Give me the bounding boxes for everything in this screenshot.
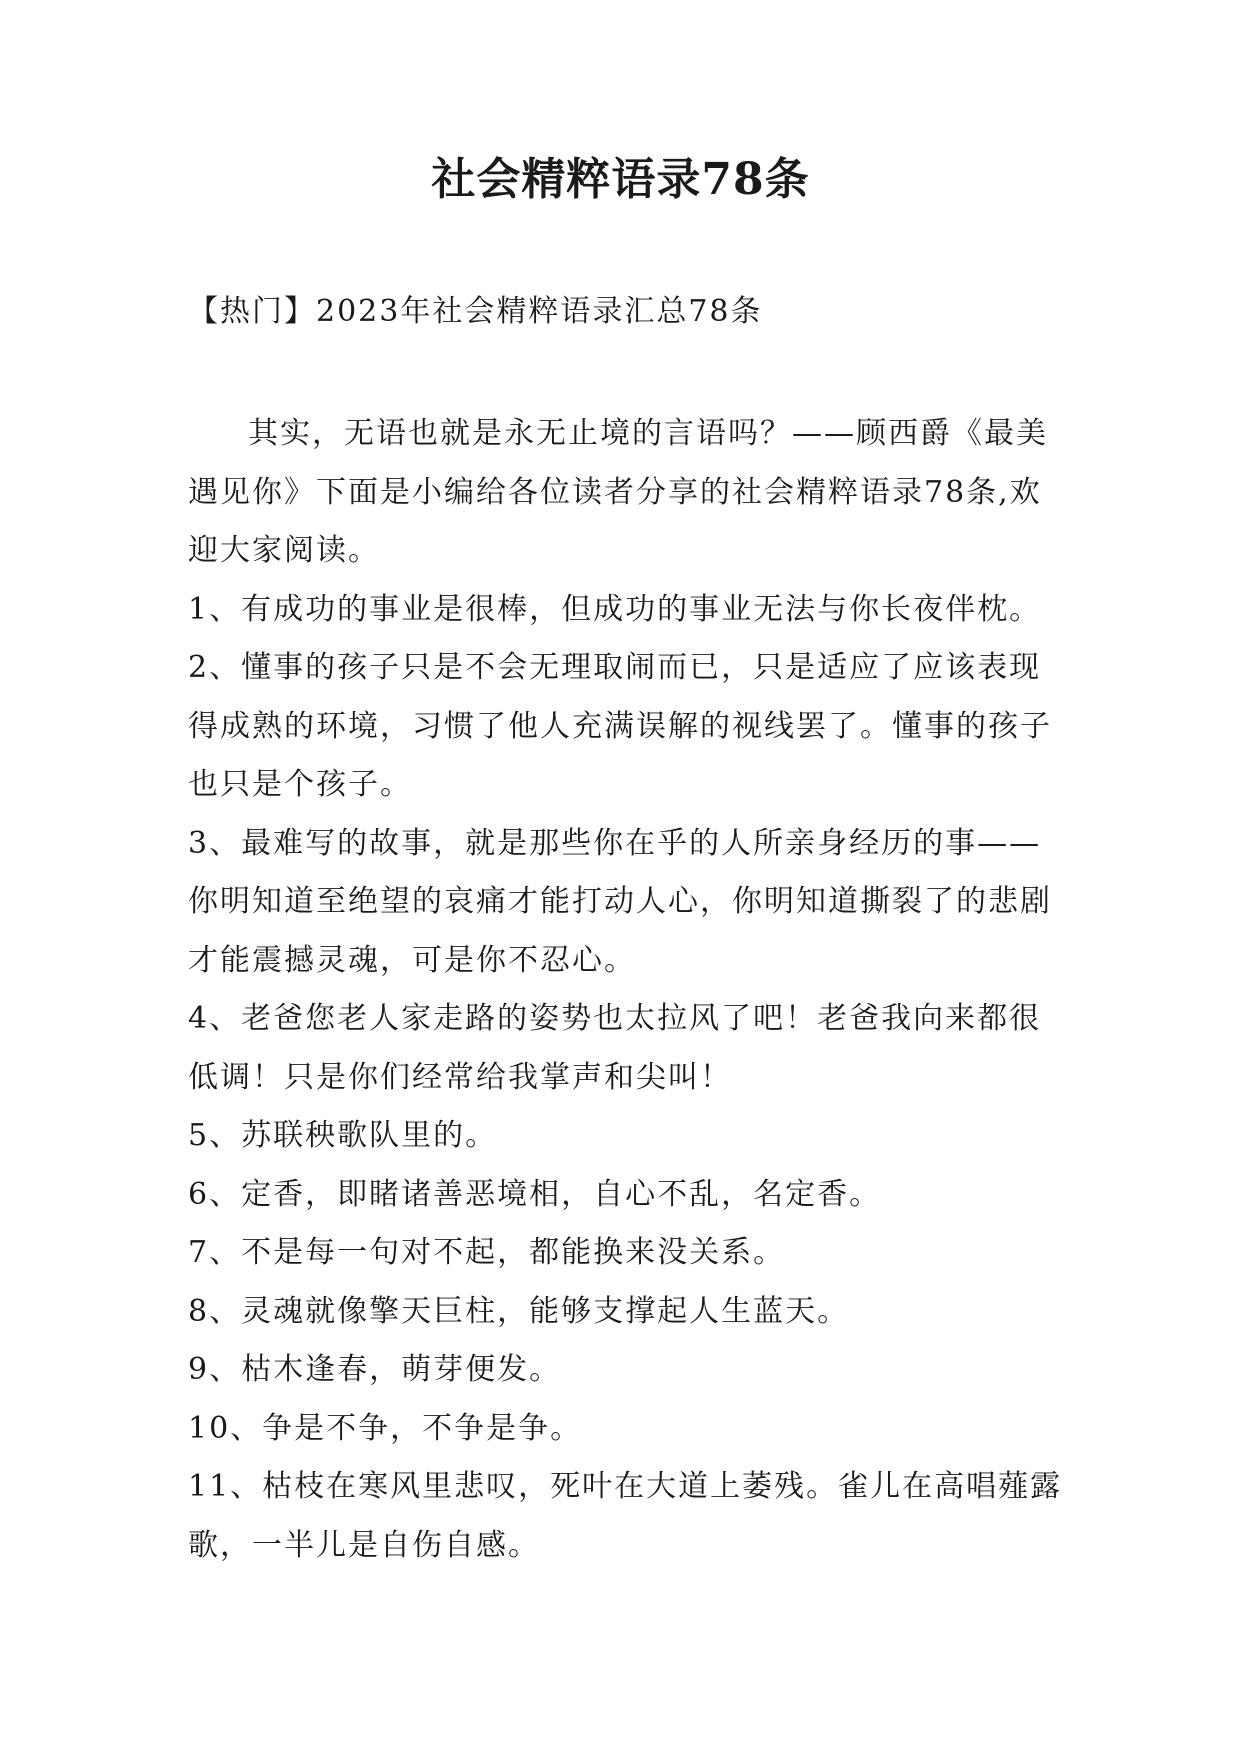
quote-item-11: 11、枯枝在寒风里悲叹，死叶在大道上萎残。雀儿在高唱薤露歌，一半儿是自伤自感。 [188,1469,1063,1563]
quote-item-5: 5、苏联秧歌队里的。 [188,1118,498,1153]
quote-item-1: 1、有成功的事业是很棒，但成功的事业无法与你长夜伴枕。 [188,591,1042,627]
quote-item-9: 9、枯木逢春，萌芽便发。 [188,1352,562,1387]
document-title: 社会精粹语录78条 [431,154,810,205]
quote-item-10: 10、争是不争，不争是争。 [188,1410,583,1446]
intro-paragraph: 其实，无语也就是永无止境的言语吗？——顾西爵《最美遇见你》下面是小编给各位读者分享的社会精粹语录78条,欢迎大家阅读。 [188,416,1048,568]
document-body [188,405,1064,1575]
quote-item-7: 7、不是每一句对不起，都能换来没关系。 [188,1235,786,1270]
quote-item-8: 8、灵魂就像擎天巨柱，能够支撑起人生蓝天。 [188,1293,850,1329]
document-subtitle: 【热门】2023年社会精粹语录汇总78条 [188,294,763,329]
quote-item-2: 2、懂事的孩子只是不会无理取闹而已，只是适应了应该表现得成熟的环境，习惯了他人充满误解的视线罢了。懂事的孩子也只是个孩子。 [188,650,1052,802]
quote-item-6: 6、定香，即睹诸善恶境相，自心不乱，名定香。 [188,1176,882,1212]
quote-item-3: 3、最难写的故事，就是那些你在乎的人所亲身经历的事——你明知道至绝望的哀痛才能打动人心，你明知道撕裂了的悲剧才能震撼灵魂，可是你不忍心。 [188,825,1052,978]
quote-item-4: 4、老爸您老人家走路的姿势也太拉风了吧！老爸我向来都很低调！只是你们经常给我掌声和尖叫！ [188,1001,1042,1095]
